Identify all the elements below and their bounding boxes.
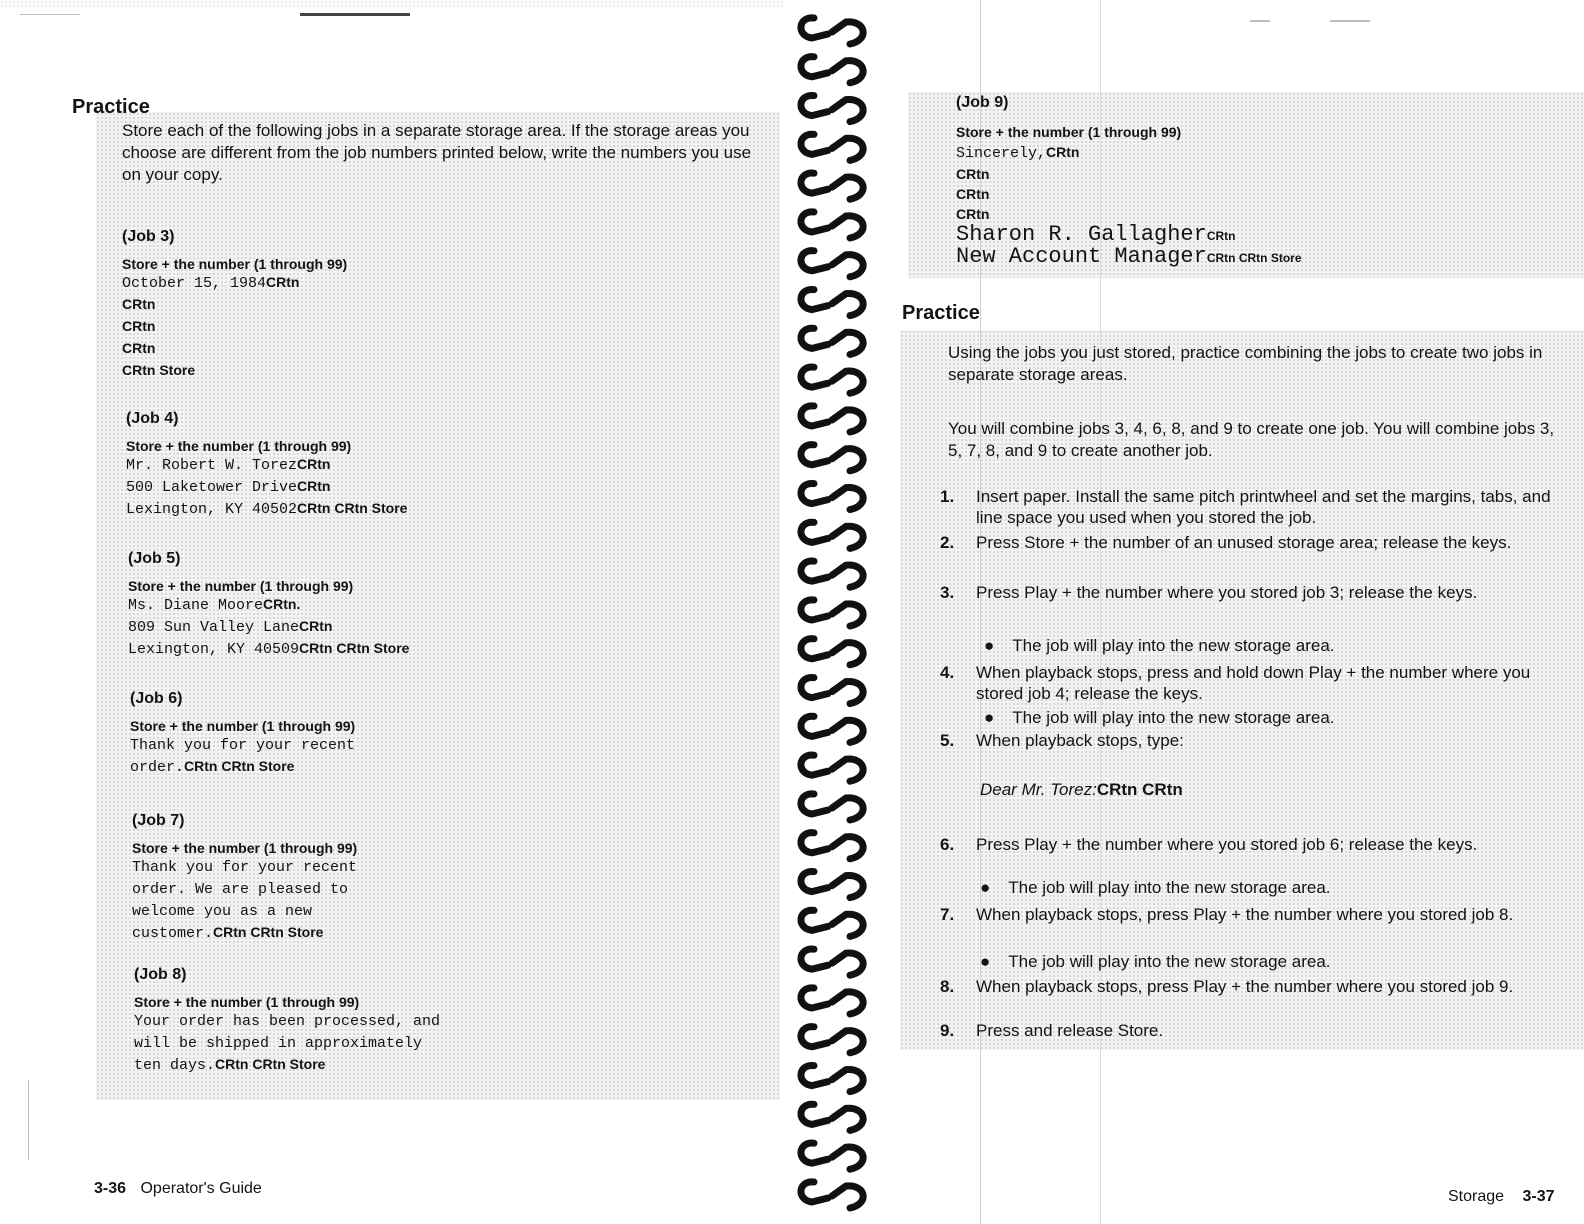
crtn-key: CRtn CRtn Store xyxy=(299,640,410,656)
crtn-key: CRtn CRtn xyxy=(1096,780,1183,799)
job-title: (Job 4) xyxy=(126,410,179,427)
job-line xyxy=(122,294,347,316)
binding-coil xyxy=(801,755,863,781)
scan-artifact xyxy=(300,13,410,16)
spiral-binding xyxy=(784,0,880,1224)
step-4 xyxy=(940,662,1580,704)
bullet-icon: ● xyxy=(984,636,995,655)
binding-coil xyxy=(801,212,863,238)
right-page-number: 3-37 xyxy=(1522,1188,1555,1205)
binding-coil xyxy=(801,1182,863,1208)
job-line xyxy=(128,594,409,616)
binding-coil xyxy=(801,639,863,665)
step-number: 1. xyxy=(940,487,955,506)
binding-coil xyxy=(801,95,863,121)
step-number: 4. xyxy=(940,663,955,682)
job-title: (Job 5) xyxy=(128,550,181,567)
job-text: Mr. Robert W. Torez xyxy=(126,457,298,474)
crtn-key: CRtn xyxy=(299,618,333,634)
binding-coil xyxy=(801,910,863,936)
step-text: When playback stops, press and hold down Play + the number where you stored job 4; release the keys. xyxy=(976,663,1531,703)
binding-coil xyxy=(801,406,863,432)
job-text: customer. xyxy=(132,925,214,942)
job9-block xyxy=(956,94,1302,268)
crtn-key: CRtn Store xyxy=(122,362,196,378)
scan-artifact xyxy=(1330,20,1370,22)
binding-coil xyxy=(801,1065,863,1091)
step-7 xyxy=(940,904,1580,925)
job-line xyxy=(130,734,355,756)
step-text: Insert paper. Install the same pitch printwheel and set the margins, tabs, and line space you used when you stored the job. xyxy=(976,487,1551,527)
bullet-note xyxy=(984,708,1335,728)
left-intro-paragraph: Store each of the following jobs in a separate storage area. If the storage areas you choose are different from the job numbers printed below, write the numbers you use on your copy. xyxy=(122,121,752,184)
left-page-number: 3-36 xyxy=(94,1180,127,1197)
binding-coil xyxy=(801,18,863,44)
job-text: October 15, 1984 xyxy=(122,275,267,292)
step-text: When playback stops, press Play + the number where you stored job 8. xyxy=(976,905,1514,924)
job-title: (Job 3) xyxy=(122,228,175,245)
job-block xyxy=(122,228,347,382)
job-text: Thank you for your recent xyxy=(130,737,356,754)
job-line xyxy=(132,900,357,922)
binding-coil xyxy=(801,328,863,354)
scan-artifact xyxy=(20,14,80,15)
right-para-2: You will combine jobs 3, 4, 6, 8, and 9 to create one job. You will combine jobs 3, 5, 7, 8, and 9 to create another job. xyxy=(948,419,1555,460)
step-text: When playback stops, type: xyxy=(976,731,1184,750)
job-block xyxy=(134,966,440,1076)
job-block xyxy=(128,550,409,660)
job-line xyxy=(122,360,347,382)
job-text: Thank you for your recent xyxy=(132,859,358,876)
step-6 xyxy=(940,834,1580,855)
job-text: 500 Laketower Drive xyxy=(126,479,298,496)
binding-coil xyxy=(801,522,863,548)
step-text: Press and release Store. xyxy=(976,1021,1164,1040)
bullet-text: The job will play into the new storage area. xyxy=(1012,636,1335,655)
job-line xyxy=(134,1032,440,1054)
crtn-key: CRtn. xyxy=(263,596,301,612)
job-line xyxy=(122,338,347,360)
crtn-key: CRtn xyxy=(297,456,331,472)
crtn-key: CRtn xyxy=(1206,229,1236,243)
crtn-key: CRtn CRtn Store xyxy=(215,1056,326,1072)
store-instruction: Store + the number (1 through 99) xyxy=(128,578,354,594)
bullet-icon: ● xyxy=(984,708,995,727)
job-text: Lexington, KY 40509 xyxy=(128,641,300,658)
step-number: 3. xyxy=(940,583,955,602)
crtn-key: CRtn CRtn Store xyxy=(213,924,324,940)
job-line xyxy=(128,616,409,638)
binding-coil xyxy=(801,367,863,393)
store-instruction: Store + the number (1 through 99) xyxy=(132,840,358,856)
job-text: will be shipped in approximately xyxy=(134,1035,423,1052)
job-text: Ms. Diane Moore xyxy=(128,597,264,614)
step-9 xyxy=(940,1020,1580,1041)
job-line xyxy=(132,922,357,944)
binding-coil xyxy=(801,561,863,587)
job-line xyxy=(126,498,407,520)
binding-coil xyxy=(801,173,863,199)
step-number: 2. xyxy=(940,533,955,552)
binding-coil xyxy=(801,289,863,315)
signature-name: Sharon R. Gallagher xyxy=(956,222,1207,247)
bullet-note xyxy=(980,878,1331,898)
left-footer-title: Operator's Guide xyxy=(140,1180,262,1197)
binding-coil xyxy=(801,1104,863,1130)
step-8 xyxy=(940,976,1580,997)
job-line xyxy=(126,476,407,498)
step-text: When playback stops, press Play + the number where you stored job 9. xyxy=(976,977,1514,996)
binding-coil xyxy=(801,871,863,897)
left-footer xyxy=(94,1180,262,1198)
job9-store-line: Store + the number (1 through 99) xyxy=(956,124,1182,140)
bullet-icon: ● xyxy=(980,878,991,897)
crtn-key: CRtn CRtn Store xyxy=(297,500,408,516)
binding-coil xyxy=(801,134,863,160)
job-title: (Job 7) xyxy=(132,812,185,829)
step-number: 7. xyxy=(940,905,955,924)
binding-coil xyxy=(801,1143,863,1169)
crtn-key: CRtn xyxy=(1046,144,1080,160)
step-text: Press Store + the number of an unused storage area; release the keys. xyxy=(976,533,1512,552)
crtn-key: CRtn CRtn Store xyxy=(184,758,295,774)
step-text: Press Play + the number where you stored job 6; release the keys. xyxy=(976,835,1478,854)
job-line xyxy=(134,1010,440,1032)
job9-title: (Job 9) xyxy=(956,94,1009,111)
step-5 xyxy=(940,730,1580,751)
crtn-key: CRtn xyxy=(956,206,990,222)
step-3 xyxy=(940,582,1580,603)
job-text: welcome you as a new xyxy=(132,903,313,920)
job-line xyxy=(130,756,355,778)
dear-text: Dear Mr. Torez: xyxy=(980,780,1097,799)
job-line xyxy=(122,316,347,338)
binding-coil xyxy=(801,57,863,83)
store-instruction: Store + the number (1 through 99) xyxy=(126,438,352,454)
binding-coil xyxy=(801,600,863,626)
left-page-heading: Practice xyxy=(72,96,150,118)
binding-coil xyxy=(801,251,863,277)
crtn-key: CRtn xyxy=(122,340,156,356)
binding-coil xyxy=(801,1027,863,1053)
crtn-key: CRtn xyxy=(122,296,156,312)
bullet-text: The job will play into the new storage area. xyxy=(1008,878,1331,897)
job-text: order. xyxy=(130,759,185,776)
step-number: 8. xyxy=(940,977,955,996)
job-text: order. We are pleased to xyxy=(132,881,349,898)
job-block xyxy=(126,410,407,520)
store-instruction: Store + the number (1 through 99) xyxy=(122,256,348,272)
job-text: ten days. xyxy=(134,1057,216,1074)
store-instruction: Store + the number (1 through 99) xyxy=(134,994,360,1010)
job-line xyxy=(126,454,407,476)
job-line xyxy=(128,638,409,660)
right-para-1: Using the jobs you just stored, practice combining the jobs to create two jobs in separate storage areas. xyxy=(948,343,1543,384)
binding-coil xyxy=(801,716,863,742)
crtn-key: CRtn xyxy=(297,478,331,494)
bullet-note xyxy=(980,952,1331,972)
job-line xyxy=(132,856,357,878)
step-number: 6. xyxy=(940,835,955,854)
step-number: 9. xyxy=(940,1021,955,1040)
dear-line xyxy=(980,780,1183,800)
right-footer xyxy=(1448,1188,1555,1206)
binding-coil xyxy=(801,483,863,509)
binding-coil xyxy=(801,949,863,975)
job9-line xyxy=(956,142,1302,164)
binding-coil xyxy=(801,794,863,820)
bullet-icon: ● xyxy=(980,952,991,971)
job-title: (Job 6) xyxy=(130,690,183,707)
bullet-note xyxy=(984,636,1335,656)
job-line xyxy=(132,878,357,900)
bullet-text: The job will play into the new storage area. xyxy=(1012,708,1335,727)
job-line xyxy=(122,272,347,294)
signature-name-line xyxy=(956,224,1302,246)
job-title: (Job 8) xyxy=(134,966,187,983)
signature-title-line xyxy=(956,246,1302,268)
step-text: Press Play + the number where you stored job 3; release the keys. xyxy=(976,583,1478,602)
crtn-key: CRtn xyxy=(122,318,156,334)
job-text: Lexington, KY 40502 xyxy=(126,501,298,518)
scan-artifact xyxy=(28,1080,29,1160)
store-instruction: Store + the number (1 through 99) xyxy=(130,718,356,734)
step-1 xyxy=(940,486,1580,528)
right-page-heading: Practice xyxy=(902,302,980,324)
crtn-key: CRtn xyxy=(266,274,300,290)
step-number: 5. xyxy=(940,731,955,750)
crtn-key: CRtn xyxy=(956,186,990,202)
job-line xyxy=(134,1054,440,1076)
job-block xyxy=(130,690,355,778)
binding-coil xyxy=(801,445,863,471)
crtn-key: CRtn CRtn Store xyxy=(1206,251,1302,265)
job9-text: Sincerely, xyxy=(956,145,1047,162)
scan-artifact xyxy=(1250,20,1270,22)
binding-coil xyxy=(801,677,863,703)
crtn-key: CRtn xyxy=(956,166,990,182)
job-block xyxy=(132,812,357,944)
binding-coil xyxy=(801,833,863,859)
right-footer-section: Storage xyxy=(1448,1188,1505,1205)
signature-title: New Account Manager xyxy=(956,244,1207,269)
job-text: 809 Sun Valley Lane xyxy=(128,619,300,636)
bullet-text: The job will play into the new storage area. xyxy=(1008,952,1331,971)
step-2 xyxy=(940,532,1580,553)
top-scan-shadow xyxy=(0,0,784,8)
binding-coil xyxy=(801,988,863,1014)
job-text: Your order has been processed, and xyxy=(134,1013,441,1030)
